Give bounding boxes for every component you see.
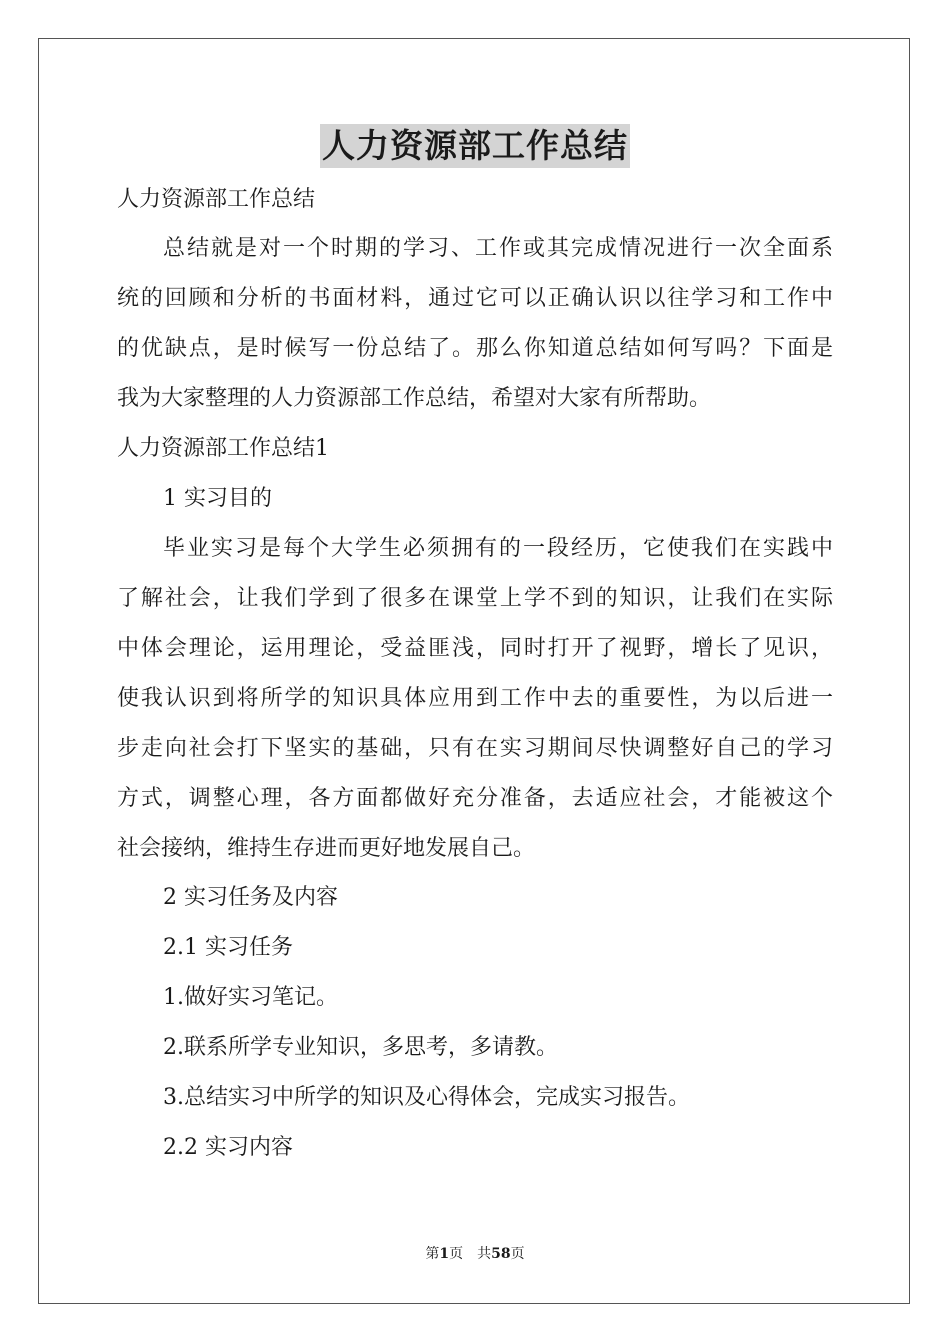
- paragraph-line: 我为大家整理的人力资源部工作总结，希望对大家有所帮助。: [117, 386, 712, 411]
- footer-mid: 页 共: [449, 1246, 492, 1262]
- paragraph-line: 总结就是对一个时期的学习、工作或其完成情况进行一次全面系: [163, 236, 833, 261]
- list-item: 3.总结实习中所学的知识及心得体会，完成实习报告。: [163, 1085, 690, 1110]
- paragraph-line: 步走向社会打下坚实的基础，只有在实习期间尽快调整好自己的学习: [117, 736, 833, 761]
- paragraph-line: 的优缺点，是时候写一份总结了。那么你知道总结如何写吗？下面是: [117, 336, 833, 361]
- total-page-count: 58: [491, 1246, 511, 1262]
- document-title: 人力资源部工作总结: [320, 124, 630, 168]
- paragraph-line: 使我认识到将所学的知识具体应用到工作中去的重要性，为以后进一: [117, 686, 833, 711]
- page-footer: [0, 1244, 950, 1264]
- paragraph-line: 毕业实习是每个大学生必须拥有的一段经历，它使我们在实践中: [163, 536, 833, 561]
- paragraph-line: 中体会理论，运用理论，受益匪浅，同时打开了视野，增长了见识，: [117, 636, 833, 661]
- footer-suffix: 页: [510, 1246, 525, 1262]
- section-heading: 人力资源部工作总结1: [117, 436, 329, 461]
- paragraph-line: 统的回顾和分析的书面材料，通过它可以正确认识以往学习和工作中: [117, 286, 833, 311]
- paragraph-line: 方式，调整心理，各方面都做好充分准备，去适应社会，才能被这个: [117, 786, 833, 811]
- subsection-heading: 1 实习目的: [163, 486, 272, 511]
- paragraph-line: 社会接纳，维持生存进而更好地发展自己。: [117, 836, 536, 861]
- page-border: [38, 38, 910, 1304]
- title-container: [0, 124, 950, 168]
- list-item: 1.做好实习笔记。: [163, 985, 338, 1010]
- subsection-heading: 2.1 实习任务: [163, 935, 293, 960]
- subtitle-line: 人力资源部工作总结: [117, 187, 316, 212]
- subsection-heading: 2 实习任务及内容: [163, 885, 338, 910]
- footer-prefix: 第: [425, 1246, 440, 1262]
- list-item: 2.联系所学专业知识，多思考，多请教。: [163, 1035, 558, 1060]
- subsection-heading: 2.2 实习内容: [163, 1135, 293, 1160]
- paragraph-line: 了解社会，让我们学到了很多在课堂上学不到的知识，让我们在实际: [117, 586, 833, 611]
- current-page-number: 1: [439, 1246, 450, 1262]
